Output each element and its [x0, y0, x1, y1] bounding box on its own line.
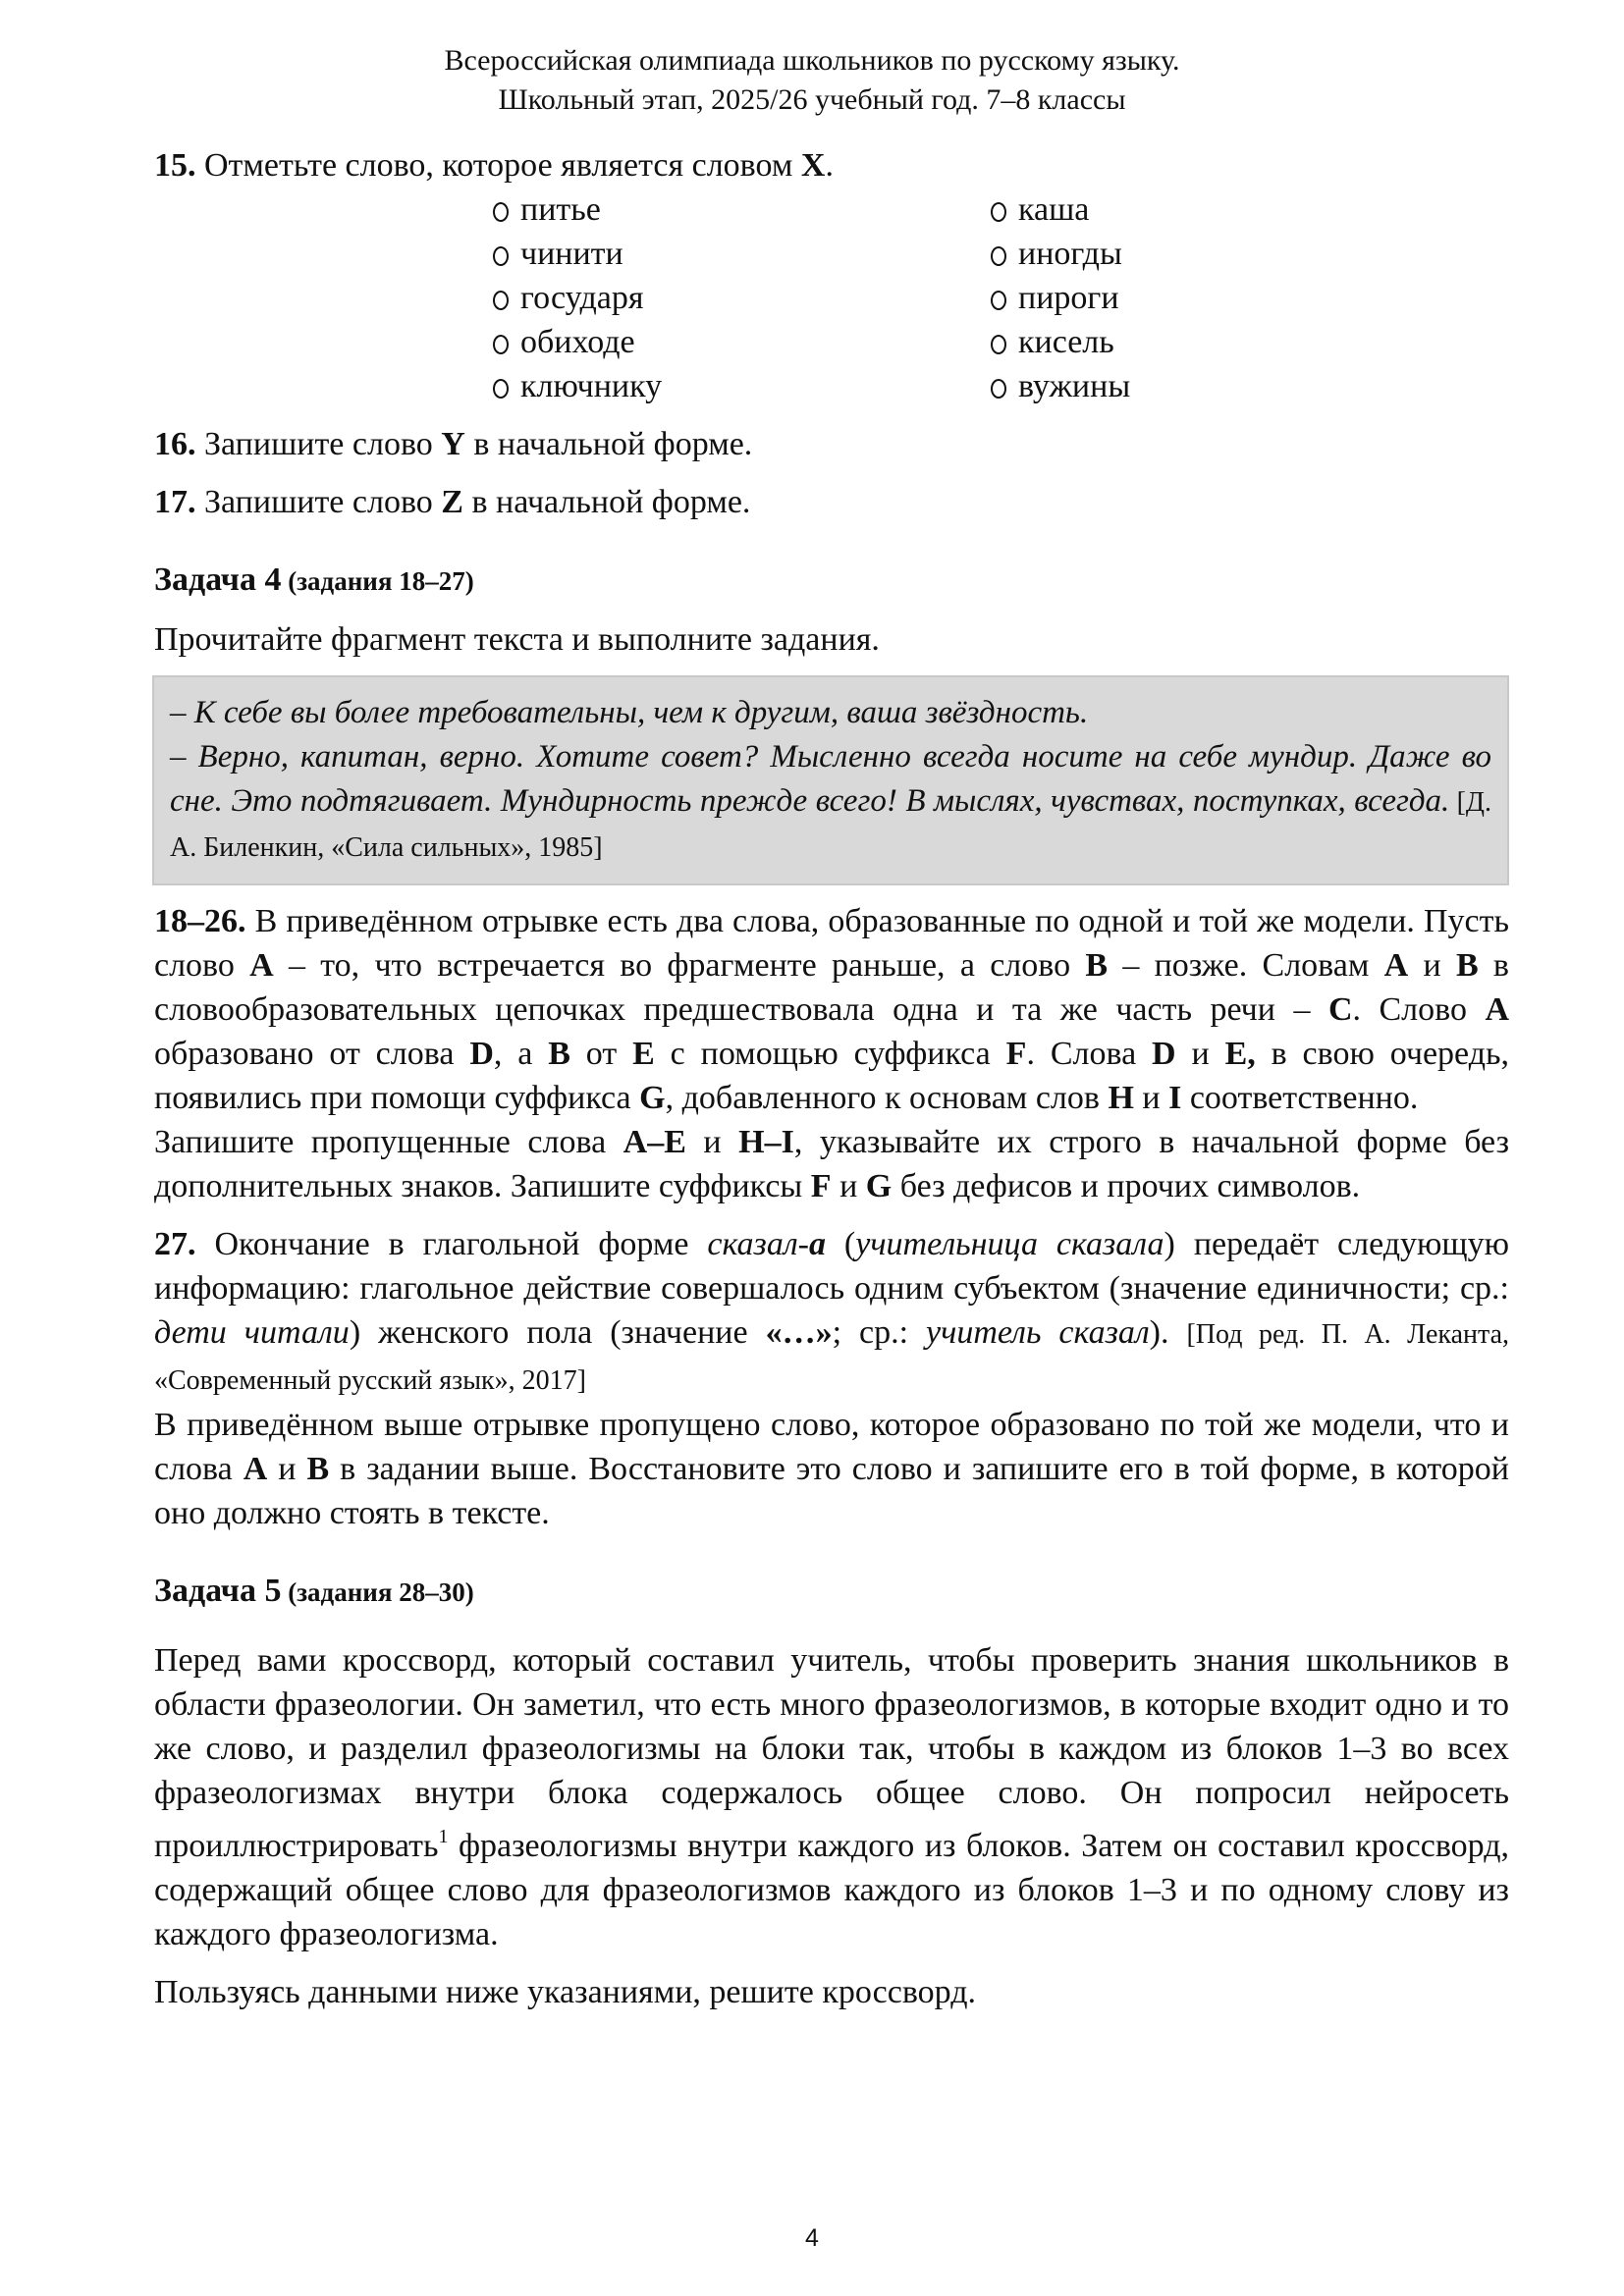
option-item[interactable]: пироги — [991, 276, 1130, 320]
radio-icon[interactable] — [493, 246, 509, 266]
q15-options — [154, 187, 1509, 408]
variable-x: X — [800, 147, 826, 184]
quote-source: [Д. А. Биленкин, «Сила сильных», 1985] — [170, 787, 1491, 863]
radio-icon[interactable] — [493, 202, 509, 222]
option-item[interactable]: чинити — [493, 232, 662, 276]
gap-marker: «…» — [765, 1314, 833, 1351]
option-item[interactable]: кисель — [991, 320, 1130, 364]
option-item[interactable]: обиходе — [493, 320, 662, 364]
quote-box — [152, 675, 1509, 885]
variable-z: Z — [441, 484, 463, 520]
option-item[interactable]: ключнику — [493, 364, 662, 408]
variable-y: Y — [441, 426, 465, 462]
option-item[interactable]: питье — [493, 187, 662, 232]
options-right-column — [991, 187, 1130, 408]
question-17: 17. Запишите слово Z в начальной форме. — [154, 484, 751, 520]
citation: [Под ред. П. А. Леканта, «Современный русский язык», 2017] — [154, 1319, 1509, 1396]
option-item[interactable]: государя — [493, 276, 662, 320]
radio-icon[interactable] — [991, 379, 1006, 399]
task-5-heading: Задача 5 (задания 28–30) — [154, 1573, 474, 1609]
task-5-instruction: Пользуясь данными ниже указаниями, решите кроссворд. — [154, 1974, 977, 2010]
question-15: 15. Отметьте слово, которое является словом X. — [154, 147, 834, 184]
task-4-heading: Задача 4 (задания 18–27) — [154, 561, 474, 598]
question-16: 16. Запишите слово Y в начальной форме. — [154, 426, 753, 462]
question-27: 27. Окончание в глагольной форме сказал-а (учительница сказала) передаёт следующую информацию: глагольное действие совершалось одним субъектом (значение единичности; ср.: дети читали) женского пола (значение «…»; ср.: учитель сказал). [Под ред. П. А. Леканта, «Современный русский язык», 2017] — [154, 1226, 1510, 1396]
page-header — [0, 41, 1624, 120]
option-item[interactable]: каша — [991, 187, 1130, 232]
quote-line-2: – Верно, капитан, верно. Хотите совет? Мысленно всегда носите на себе мундир. Даже во сне. Это подтягивает. Мундирность прежде всего! В мыслях, чувствах, поступках, всегда. [Д. А. Биленкин, «Сила сильных», 1985] — [170, 739, 1491, 863]
footnote-mark[interactable]: 1 — [438, 1826, 449, 1847]
question-number: 15. — [154, 147, 196, 184]
radio-icon[interactable] — [991, 246, 1006, 266]
radio-icon[interactable] — [493, 335, 509, 354]
quote-line-1: – К себе вы более требовательны, чем к другим, ваша звёздность. — [170, 695, 1089, 730]
question-18-26-instructions: Запишите пропущенные слова A–E и H–I, указывайте их строго в начальной форме без дополнительных знаков. Запишите суффиксы F и G без дефисов и прочих символов. — [154, 1124, 1509, 1204]
task-5-description: Перед вами кроссворд, который составил учитель, чтобы проверить знания школьников в области фразеологии. Он заметил, что есть много фразеологизмов, в которые входит одно и то же слово, и разделил фразеологизмы на блоки так, чтобы в каждом из блоков 1–3 во всех фразеологизмах внутри блока содержалось общее слово. Он попросил нейросеть проиллюстрировать$^1$ фразеологизмы внутри каждого из блоков. Затем он составил кроссворд, содержащий общее слово для фразеологизмов каждого из блоков 1–3 и по одному слову из каждого фразеологизма. — [154, 1642, 1509, 1952]
radio-icon[interactable] — [991, 335, 1006, 354]
question-27-instructions: В приведённом выше отрывке пропущено слово, которое образовано по той же модели, что и слова A и B в задании выше. Восстановите это слово и запишите его в той форме, в которой оно должно стоять в тексте. — [154, 1407, 1509, 1531]
option-item[interactable]: иногды — [991, 232, 1130, 276]
page-number: 4 — [805, 2224, 819, 2252]
task-4-intro: Прочитайте фрагмент текста и выполните задания. — [154, 621, 880, 658]
radio-icon[interactable] — [493, 291, 509, 310]
header-line-1: Всероссийская олимпиада школьников по русскому языку. — [444, 44, 1180, 77]
options-left-column — [493, 187, 662, 408]
radio-icon[interactable] — [991, 202, 1006, 222]
radio-icon[interactable] — [493, 379, 509, 399]
question-18-26: 18–26. В приведённом отрывке есть два слова, образованные по одной и той же модели. Пусть слово A – то, что встречается во фрагменте раньше, а слово B – позже. Словам A и B в словообразовательных цепочках предшествовала одна и та же часть речи – C. Слово A образовано от слова D, а B от E с помощью суффикса F. Слова D и E, в свою очередь, появились при помощи суффикса G, добавленного к основам слов H и I соответственно. — [154, 903, 1510, 1116]
radio-icon[interactable] — [991, 291, 1006, 310]
page-content — [154, 143, 1509, 2014]
header-line-2: Школьный этап, 2025/26 учебный год. 7–8 классы — [498, 83, 1126, 116]
option-item[interactable]: вужины — [991, 364, 1130, 408]
